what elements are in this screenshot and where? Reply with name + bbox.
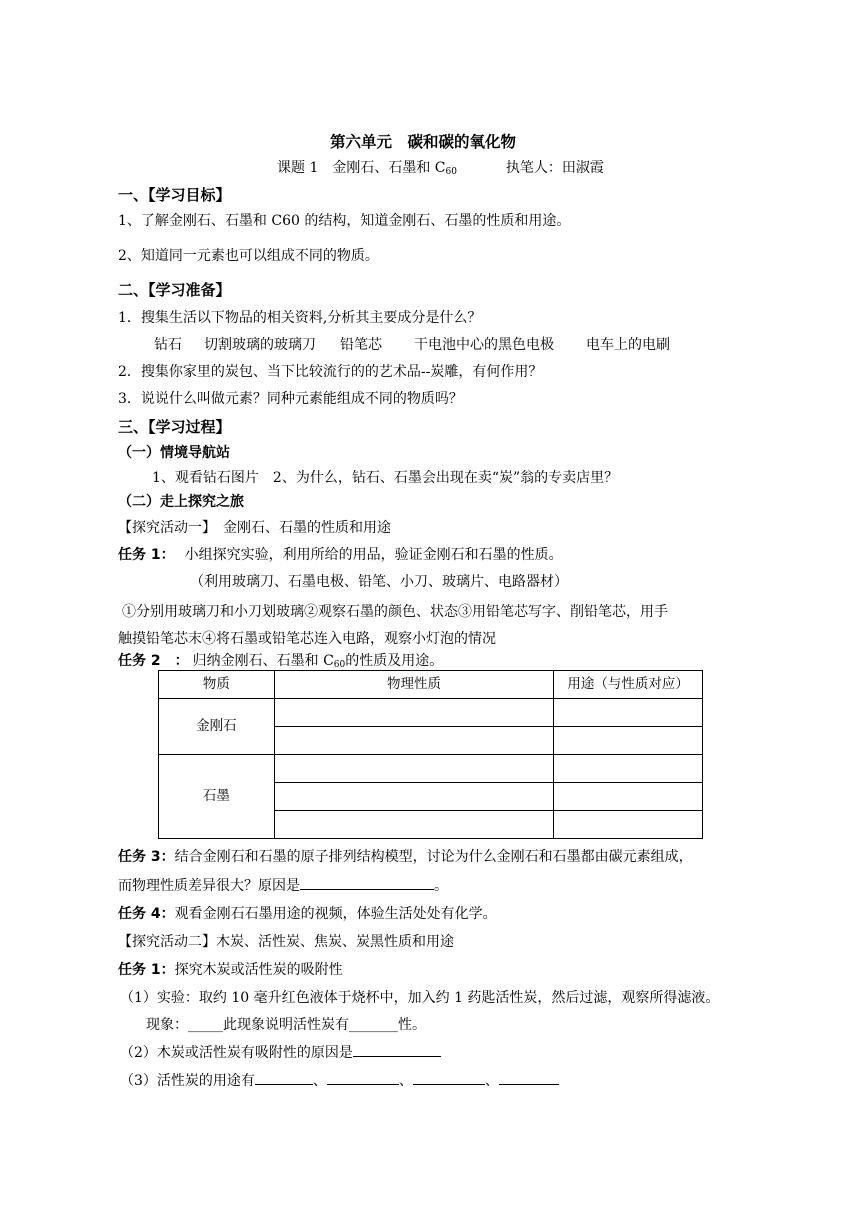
goal-item-2: 2、知道同一元素也可以组成不同的物质。 xyxy=(118,248,379,264)
table-cell[interactable] xyxy=(274,699,553,727)
task-3-end: 。 xyxy=(434,878,448,894)
table-header-row xyxy=(159,671,703,699)
page-title: 第六单元 碳和碳的氧化物 xyxy=(330,133,517,151)
author-label: 执笔人：田淑霞 xyxy=(505,160,604,176)
table-row xyxy=(159,755,703,783)
task-1-text: 小组探究实验，利用所给的用品，验证金刚石和石墨的性质。 xyxy=(184,547,563,563)
prep-item-2: 2．搜集你家里的炭包、当下比较流行的的艺术品--炭雕，有何作用？ xyxy=(118,364,543,380)
table-cell[interactable] xyxy=(554,755,703,783)
task-2-subscript: 60 xyxy=(333,660,346,670)
row-label-graphite: 石墨 xyxy=(159,755,275,839)
task-3-label: 任务 3： xyxy=(118,849,175,865)
question-3: （3）活性炭的用途有 xyxy=(120,1073,255,1089)
observation-blank-1[interactable]: _____ xyxy=(188,1017,223,1033)
activity-2-task-1-label: 任务 1： xyxy=(118,962,175,978)
task-4 xyxy=(118,904,497,924)
task-2-label: 任务 2 ： xyxy=(118,653,189,669)
separator: 、 xyxy=(398,1073,413,1089)
object-tram-brush: 电车上的电刷 xyxy=(586,337,670,353)
table-cell[interactable] xyxy=(554,783,703,811)
use-blank-1[interactable] xyxy=(255,1070,313,1085)
row-label-diamond: 金刚石 xyxy=(159,699,275,755)
table-cell[interactable] xyxy=(554,727,703,755)
task-3-question: 而物理性质差异很大？原因是 xyxy=(118,878,300,894)
reason-blank[interactable] xyxy=(300,875,434,890)
subtitle xyxy=(277,158,604,182)
observation-blank-2[interactable]: _______ xyxy=(349,1017,398,1033)
observation-middle: 此现象说明活性炭有 xyxy=(223,1017,349,1033)
activity-2-heading: 【探究活动二】木炭、活性炭、焦炭、炭黑性质和用途 xyxy=(118,934,454,950)
activity-2-task-1-text: 探究木炭或活性炭的吸附性 xyxy=(174,962,343,978)
use-blank-2[interactable] xyxy=(327,1070,399,1085)
goal-item-1: 1、了解金刚石、石墨和 C60 的结构，知道金刚石、石墨的性质和用途。 xyxy=(118,213,571,229)
prep-item-3: 3．说说什么叫做元素？同种元素能组成不同的物质吗？ xyxy=(118,391,463,407)
task-1-steps-line1: ①分别用玻璃刀和小刀划玻璃②观察石墨的颜色、状态③用铅笔芯写字、削铅笔芯，用手 xyxy=(122,604,668,620)
question-2: （2）木炭或活性炭有吸附性的原因是 xyxy=(120,1045,353,1061)
separator: 、 xyxy=(312,1073,327,1089)
question-2-line xyxy=(120,1042,441,1063)
observation-line xyxy=(146,1015,426,1035)
observation-label: 现象： xyxy=(146,1017,188,1033)
lesson-label: 课题 1 金刚石、石墨和 C xyxy=(277,160,446,176)
section-heading-preparation: 二、【学习准备】 xyxy=(118,281,231,299)
object-pencil-lead: 铅笔芯 xyxy=(340,337,382,353)
task-1 xyxy=(118,545,563,565)
table-row xyxy=(159,699,703,727)
task-1-materials: （利用玻璃刀、石墨电极、铅笔、小刀、玻璃片、电路器材） xyxy=(190,574,568,590)
subsection-scenario: （一）情境导航站 xyxy=(118,445,230,461)
prep-item-1: 1．搜集生活以下物品的相关资料,分析其主要成分是什么？ xyxy=(118,310,482,326)
object-glass-cutter: 切割玻璃的玻璃刀 xyxy=(204,337,316,353)
table-cell[interactable] xyxy=(554,811,703,839)
scenario-line: 1、观看钻石图片 2、为什么，钻石、石墨会出现在卖“炭”翁的专卖店里？ xyxy=(152,470,619,486)
task-2-text: 归纳金刚石、石墨和 C xyxy=(192,653,334,669)
properties-table xyxy=(158,670,703,839)
activity-1-heading: 【探究活动一】 金刚石、石墨的性质和用途 xyxy=(118,520,391,536)
lesson-subscript: 60 xyxy=(445,167,457,177)
table-cell[interactable] xyxy=(274,783,553,811)
object-diamond: 钻石 xyxy=(154,337,182,353)
task-2-tail: 的性质及用途。 xyxy=(345,653,444,669)
section-heading-process: 三、【学习过程】 xyxy=(118,418,231,436)
table-cell[interactable] xyxy=(274,755,553,783)
task-1-label: 任务 1： xyxy=(118,547,175,563)
object-battery-electrode: 干电池中心的黑色电极 xyxy=(414,337,554,353)
task-4-label: 任务 4： xyxy=(118,906,175,922)
task-3-text: 结合金刚石和石墨的原子排列结构模型，讨论为什么金刚石和石墨都由碳元素组成， xyxy=(174,849,693,865)
observation-end: 性。 xyxy=(398,1017,426,1033)
separator: 、 xyxy=(484,1073,499,1089)
table-cell[interactable] xyxy=(274,811,553,839)
subsection-explore: （二）走上探究之旅 xyxy=(118,494,244,510)
header-physical-properties: 物理性质 xyxy=(274,671,553,699)
task-1-steps-line2: 触摸铅笔芯末④将石墨或铅笔芯连入电路，观察小灯泡的情况 xyxy=(118,631,496,647)
task-4-text: 观看金刚石石墨用途的视频，体验生活处处有化学。 xyxy=(174,906,497,922)
table-cell[interactable] xyxy=(274,727,553,755)
use-blank-3[interactable] xyxy=(413,1070,485,1085)
section-heading-goals: 一、【学习目标】 xyxy=(118,186,231,204)
activity-2-task-1 xyxy=(118,960,343,980)
experiment-line: （1）实验：取约 10 毫升红色液体于烧杯中，加入约 1 药匙活性炭，然后过滤，观察所得滤液。 xyxy=(120,990,720,1006)
task-3-line2 xyxy=(118,875,448,896)
header-substance: 物质 xyxy=(159,671,275,699)
header-uses: 用途（与性质对应） xyxy=(554,671,703,699)
adsorption-reason-blank[interactable] xyxy=(353,1042,441,1057)
question-3-line xyxy=(120,1070,559,1091)
prep-objects xyxy=(154,335,670,355)
table-cell[interactable] xyxy=(554,699,703,727)
use-blank-4[interactable] xyxy=(499,1070,559,1085)
task-3 xyxy=(118,847,693,867)
